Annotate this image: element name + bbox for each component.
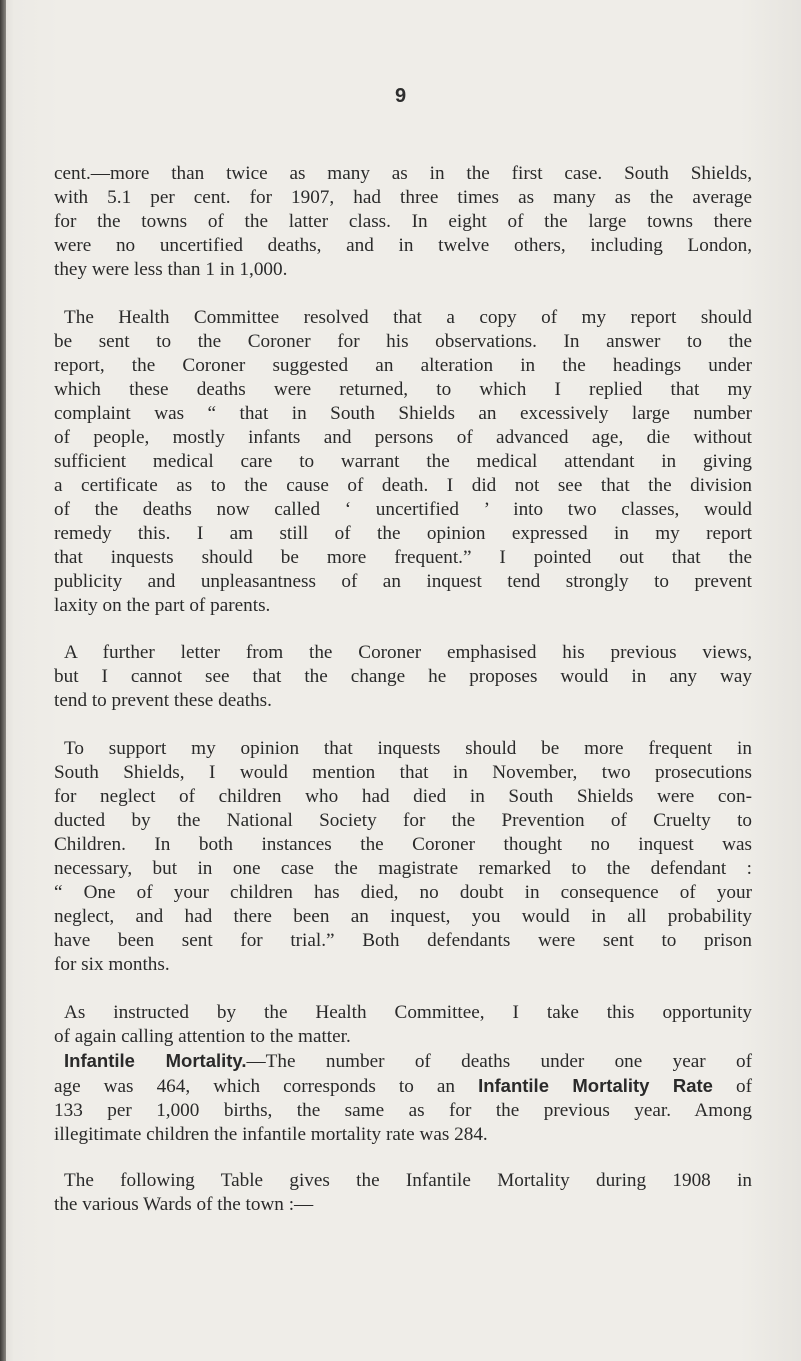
text-line: sufficient medical care to warrant the medical attendant in giving (54, 451, 752, 472)
text-line: ducted by the National Society for the Prevention of Cruelty to (54, 810, 752, 831)
text-line: “ One of your children has died, no doubt in consequence of your (54, 882, 752, 903)
text-line: that inquests should be more frequent.” I pointed out that the (54, 547, 752, 568)
text-run: of (712, 1076, 753, 1097)
text-line: of people, mostly infants and persons of advanced age, die without (54, 427, 752, 448)
paragraph-7 (54, 1169, 752, 1217)
paragraph-infantile-mortality (54, 1049, 752, 1147)
text-line: To support my opinion that inquests should be more frequent in (64, 738, 752, 759)
text-line: tend to prevent these deaths. (54, 690, 272, 711)
text-line: remedy this. I am still of the opinion expressed in my report (54, 523, 752, 544)
text-line (54, 1049, 752, 1074)
text-line: for neglect of children who had died in South Shields were con- (54, 786, 752, 807)
text-line: be sent to the Coroner for his observations. In answer to the (54, 331, 752, 352)
text-line: but I cannot see that the change he proposes would in any way (54, 666, 752, 687)
text-line: complaint was “ that in South Shields an excessively large number (54, 403, 752, 424)
text-line: 133 per 1,000 births, the same as for the previous year. Among (54, 1100, 752, 1121)
text-line: for six months. (54, 954, 170, 975)
text-line: illegitimate children the infantile mortality rate was 284. (54, 1124, 488, 1145)
text-line: of again calling attention to the matter. (54, 1026, 351, 1047)
paragraph-3 (54, 641, 752, 713)
text-line: As instructed by the Health Committee, I take this opportunity (64, 1002, 752, 1023)
binding-edge (0, 0, 6, 1361)
text-line: necessary, but in one case the magistrate remarked to the defendant : (54, 858, 752, 879)
text-line: have been sent for trial.” Both defendants were sent to prison (54, 930, 752, 951)
text-line: South Shields, I would mention that in November, two prosecutions (54, 762, 752, 783)
text-line: laxity on the part of parents. (54, 595, 271, 616)
text-line: cent.—more than twice as many as in the first case. South Shields, (54, 163, 752, 184)
text-line: The following Table gives the Infantile Mortality during 1908 in (64, 1170, 752, 1191)
text-run: age was 464, which corresponds to an (54, 1076, 479, 1097)
text-line: with 5.1 per cent. for 1907, had three times as many as the average (54, 187, 752, 208)
text-line: which these deaths were returned, to which I replied that my (54, 379, 752, 400)
text-line: the various Wards of the town :— (54, 1194, 314, 1215)
section-heading: Infantile Mortality. (64, 1050, 247, 1071)
text-line: Children. In both instances the Coroner thought no inquest was (54, 834, 752, 855)
text-line: of the deaths now called ‘ uncertified ’ into two classes, would (54, 499, 752, 520)
text-line: The Health Committee resolved that a copy of my report should (64, 307, 752, 328)
text-line: a certificate as to the cause of death. I did not see that the division (54, 475, 752, 496)
text-line: they were less than 1 in 1,000. (54, 259, 288, 280)
text-run: —The number of deaths under one year of (246, 1051, 752, 1072)
text-line: for the towns of the latter class. In eight of the large towns there (54, 211, 752, 232)
paragraph-1 (54, 162, 752, 282)
text-line: neglect, and had there been an inquest, you would in all probability (54, 906, 752, 927)
page-number: 9 (394, 85, 407, 107)
text-line (54, 1074, 752, 1099)
text-line: report, the Coroner suggested an alteration in the headings under (54, 355, 752, 376)
paragraph-2 (54, 306, 752, 618)
paragraph-5 (54, 1001, 752, 1049)
text-line: were no uncertified deaths, and in twelve others, including London, (54, 235, 752, 256)
inline-heading: Infantile Mortality Rate (478, 1075, 713, 1096)
text-line: A further letter from the Coroner emphasised his previous views, (64, 642, 752, 663)
paragraph-4 (54, 737, 752, 977)
text-line: publicity and unpleasantness of an inquest tend strongly to prevent (54, 571, 752, 592)
